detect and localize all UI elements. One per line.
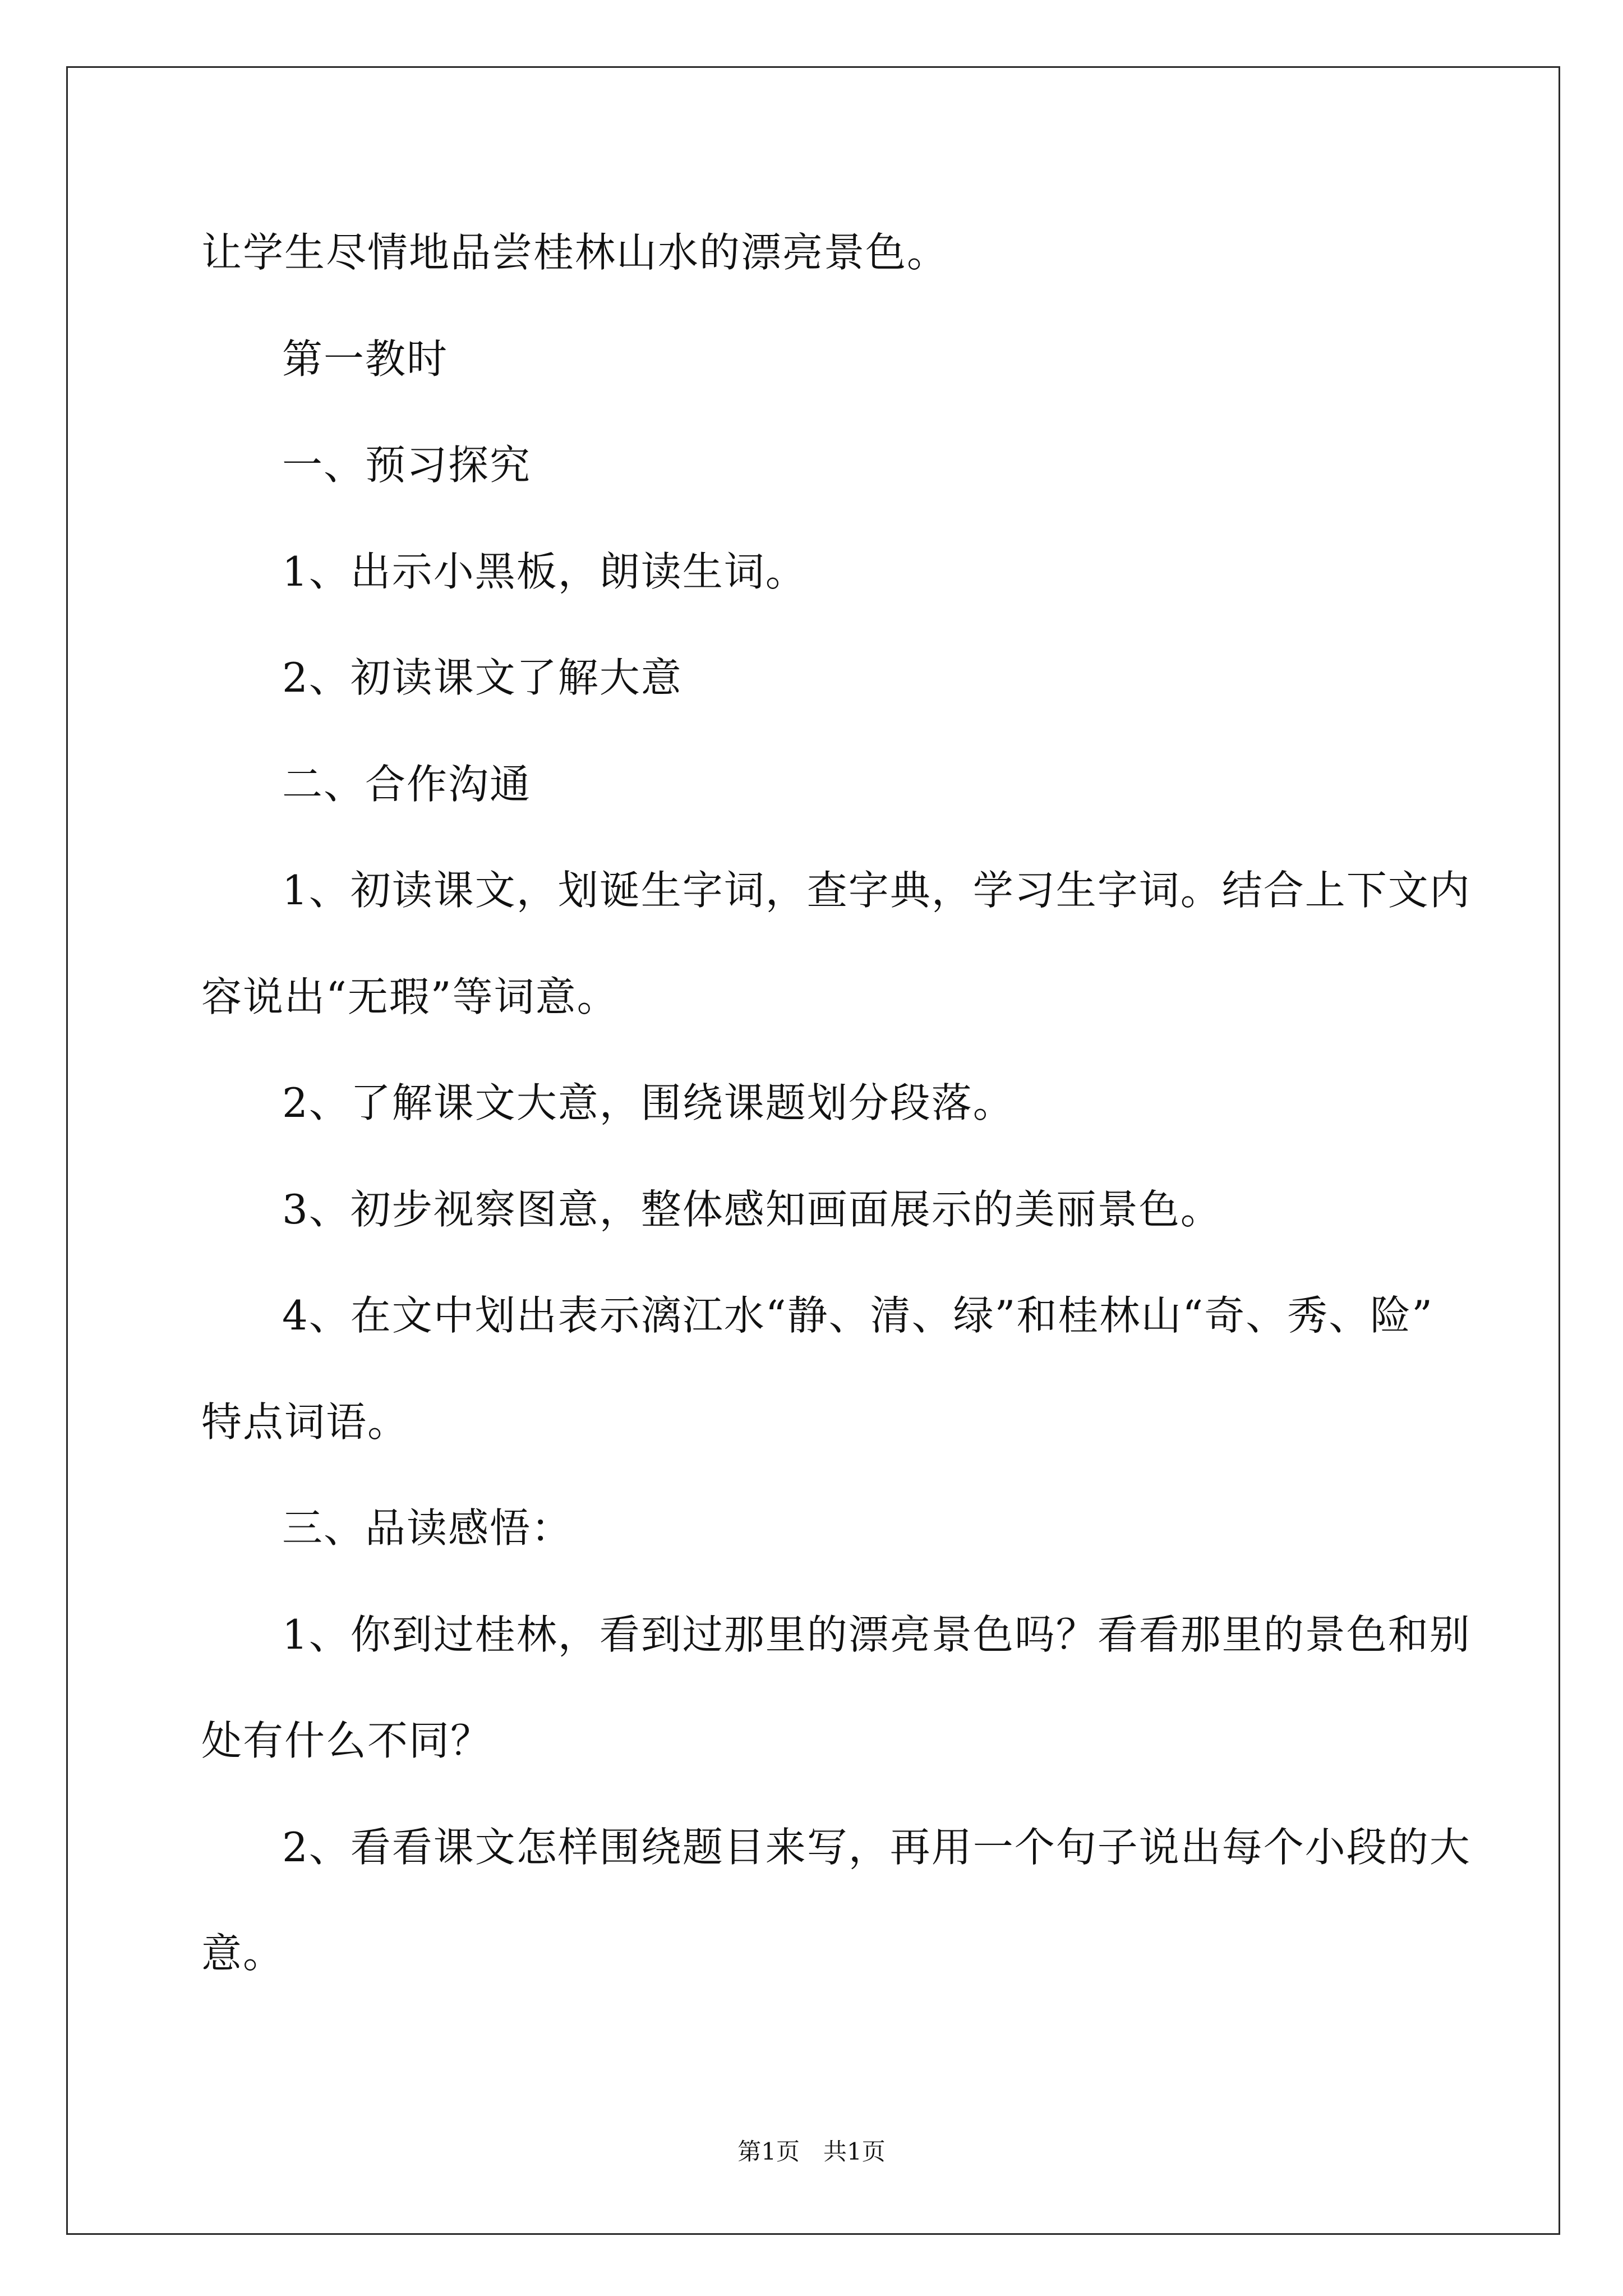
page-number: 第1页 共1页 — [737, 2138, 886, 2165]
lesson-period-heading — [201, 306, 1536, 413]
paragraph-line: 1、出示小黑板，朗读生词。 — [282, 547, 807, 595]
paragraph-line: 3、初步视察图意，整体感知画面展示的美丽景色。 — [282, 1185, 1222, 1233]
step-item — [201, 1050, 1536, 1157]
step-item — [201, 625, 1536, 731]
step-item — [201, 1582, 1536, 1795]
paragraph-line: 二、合作沟通 — [282, 760, 532, 808]
document-body — [201, 200, 1536, 2007]
step-item — [201, 1157, 1536, 1263]
paragraph-line: 第一教时 — [282, 335, 449, 383]
page-footer — [0, 2135, 1623, 2169]
step-item — [201, 1795, 1536, 2007]
paragraph-line: 容说出“无瑕”等词意。 — [201, 973, 619, 1020]
paragraph-line: 1、你到过桂林，看到过那里的漂亮景色吗？看看那里的景色和别 — [282, 1611, 1471, 1658]
section-heading-preview — [201, 412, 1536, 519]
paragraph-line: 2、了解课文大意，围绕课题划分段落。 — [282, 1079, 1015, 1126]
paragraph-line: 意。 — [201, 1930, 285, 1977]
section-heading-cooperation — [201, 731, 1536, 838]
section-heading-reading — [201, 1475, 1536, 1582]
paragraph-line: 4、在文中划出表示漓江水“静、清、绿”和桂林山“奇、秀、险” — [282, 1292, 1434, 1339]
paragraph-line: 1、初读课文，划诞生字词，查字典，学习生字词。结合上下文内 — [282, 867, 1471, 914]
paragraph-line: 特点词语。 — [201, 1398, 409, 1446]
paragraph-line: 2、初读课文了解大意 — [282, 654, 683, 701]
step-item — [201, 1263, 1536, 1475]
paragraph-line: 处有什么不同？ — [201, 1717, 492, 1764]
step-item — [201, 519, 1536, 625]
continued-paragraph — [201, 200, 1536, 306]
paragraph-line: 2、看看课文怎样围绕题目来写，再用一个句子说出每个小段的大 — [282, 1823, 1471, 1871]
paragraph-line: 三、品读感悟： — [282, 1504, 573, 1552]
paragraph-line: 让学生尽情地品尝桂林山水的漂亮景色。 — [201, 229, 949, 276]
step-item — [201, 838, 1536, 1050]
paragraph-line: 一、预习探究 — [282, 441, 532, 489]
